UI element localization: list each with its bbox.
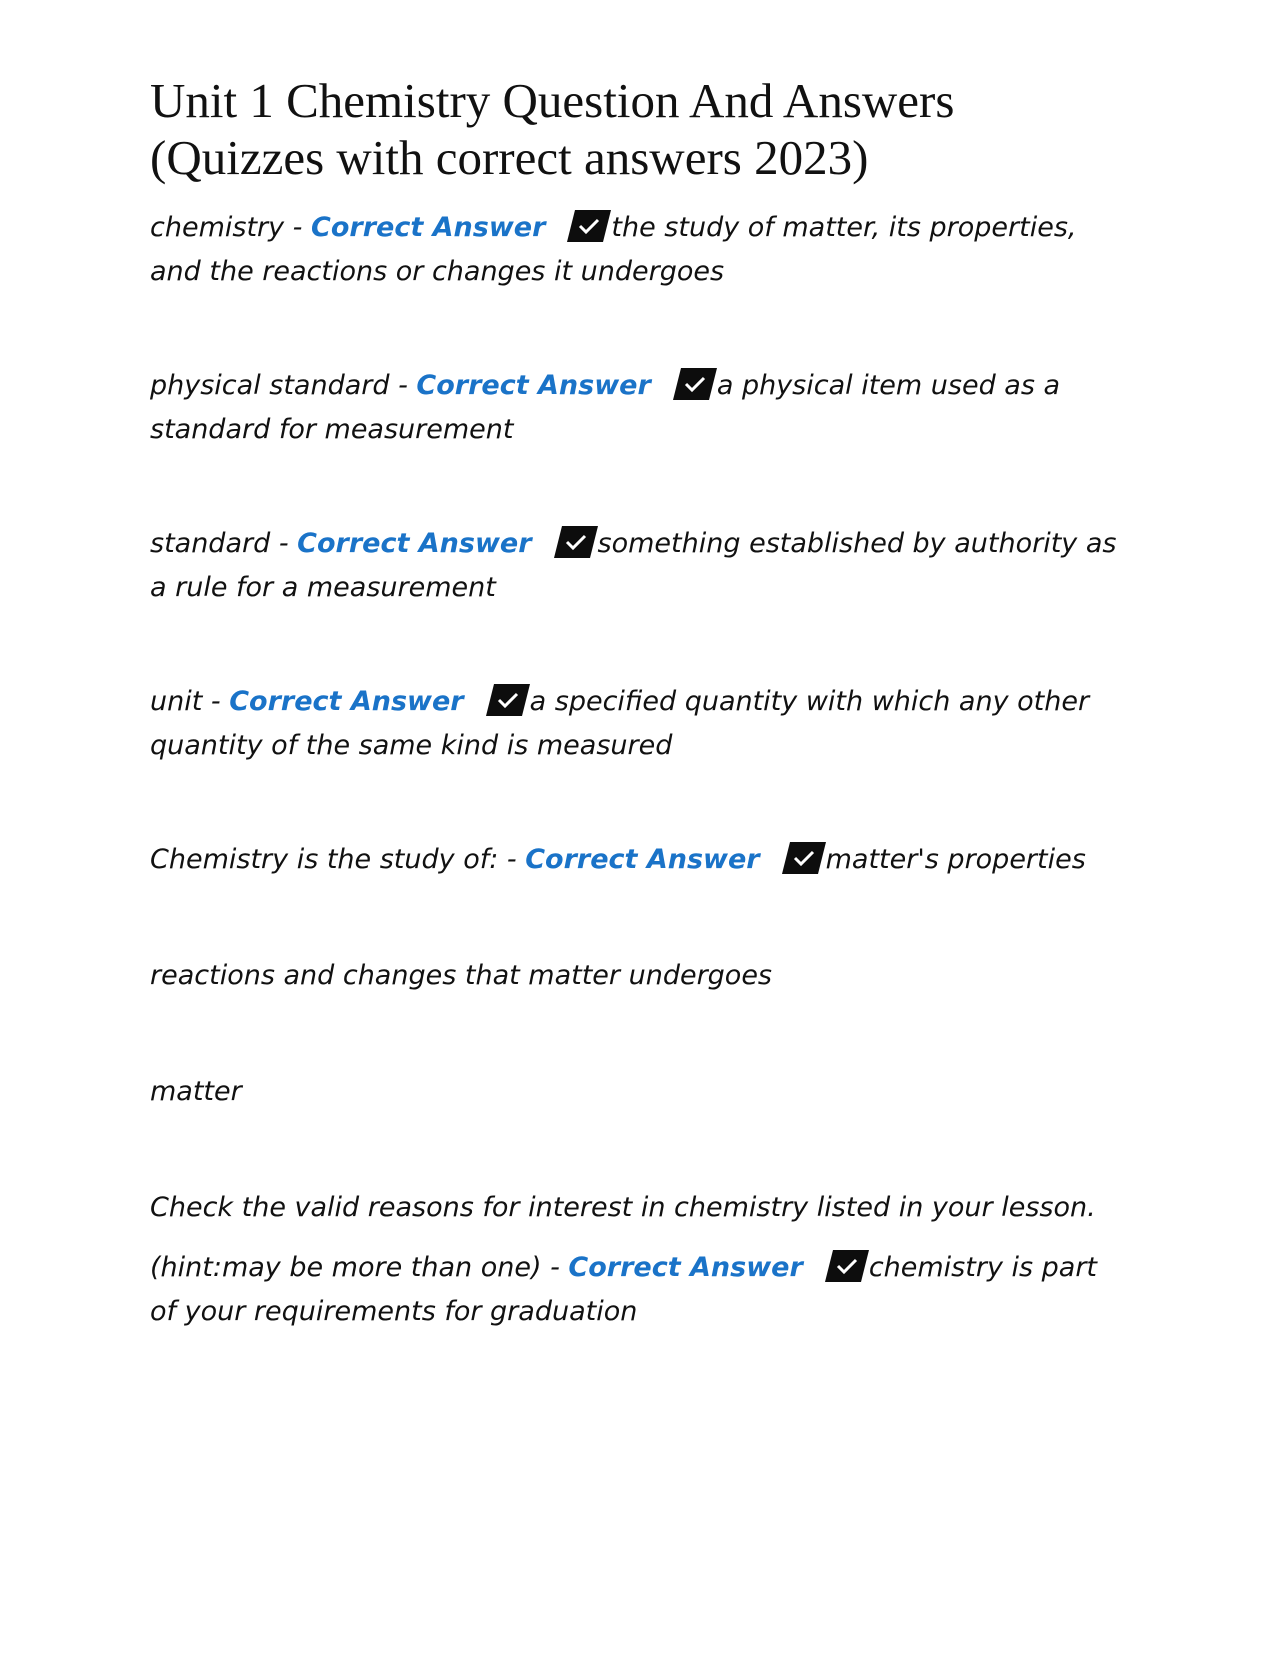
correct-answer-label: Correct Answer xyxy=(311,212,546,243)
qa-entry-chemistry xyxy=(150,206,1130,294)
checkmark-icon xyxy=(567,210,611,242)
checkmark-icon xyxy=(825,1250,869,1282)
answer-line-reactions: reactions and changes that matter undergoes xyxy=(150,960,773,991)
term: physical standard - xyxy=(150,370,417,401)
answer: something established by authority as a rule for a measurement xyxy=(150,528,1117,603)
title-line-1: Unit 1 Chemistry Question And Answers xyxy=(150,73,955,128)
question-line: Check the valid reasons for interest in chemistry listed in your lesson. xyxy=(150,1192,1096,1223)
answer: a specified quantity with which any other quantity of the same kind is measured xyxy=(150,686,1090,761)
page-title xyxy=(150,72,1130,186)
checkmark-icon xyxy=(554,526,598,558)
correct-answer-label: Correct Answer xyxy=(568,1252,803,1283)
correct-answer-label: Correct Answer xyxy=(297,528,532,559)
term: unit - xyxy=(150,686,230,717)
qa-entry-standard xyxy=(150,522,1130,610)
qa-entry-hint xyxy=(150,1246,1130,1334)
correct-answer-label: Correct Answer xyxy=(416,370,651,401)
answer-line-matter: matter xyxy=(150,1076,242,1107)
term: chemistry - xyxy=(150,212,312,243)
qa-entry-chemistry-study xyxy=(150,838,1130,882)
checkmark-icon xyxy=(673,368,717,400)
answer: chemistry is part of your requirements for graduation xyxy=(150,1252,1098,1327)
correct-answer-label: Correct Answer xyxy=(229,686,464,717)
term: Chemistry is the study of: - xyxy=(150,844,526,875)
document-page xyxy=(150,72,1130,1334)
correct-answer-label: Correct Answer xyxy=(525,844,760,875)
qa-entry-unit xyxy=(150,680,1130,768)
term: (hint:may be more than one) - xyxy=(150,1252,569,1283)
checkmark-icon xyxy=(486,684,530,716)
answer: the study of matter, its properties, and the reactions or changes it undergoes xyxy=(150,212,1077,287)
term: standard - xyxy=(150,528,298,559)
title-line-2: (Quizzes with correct answers 2023) xyxy=(150,130,869,185)
checkmark-icon xyxy=(782,842,826,874)
answer: a physical item used as a standard for measurement xyxy=(150,370,1061,445)
answer: matter's properties xyxy=(825,844,1086,875)
qa-entry-physical-standard xyxy=(150,364,1130,452)
